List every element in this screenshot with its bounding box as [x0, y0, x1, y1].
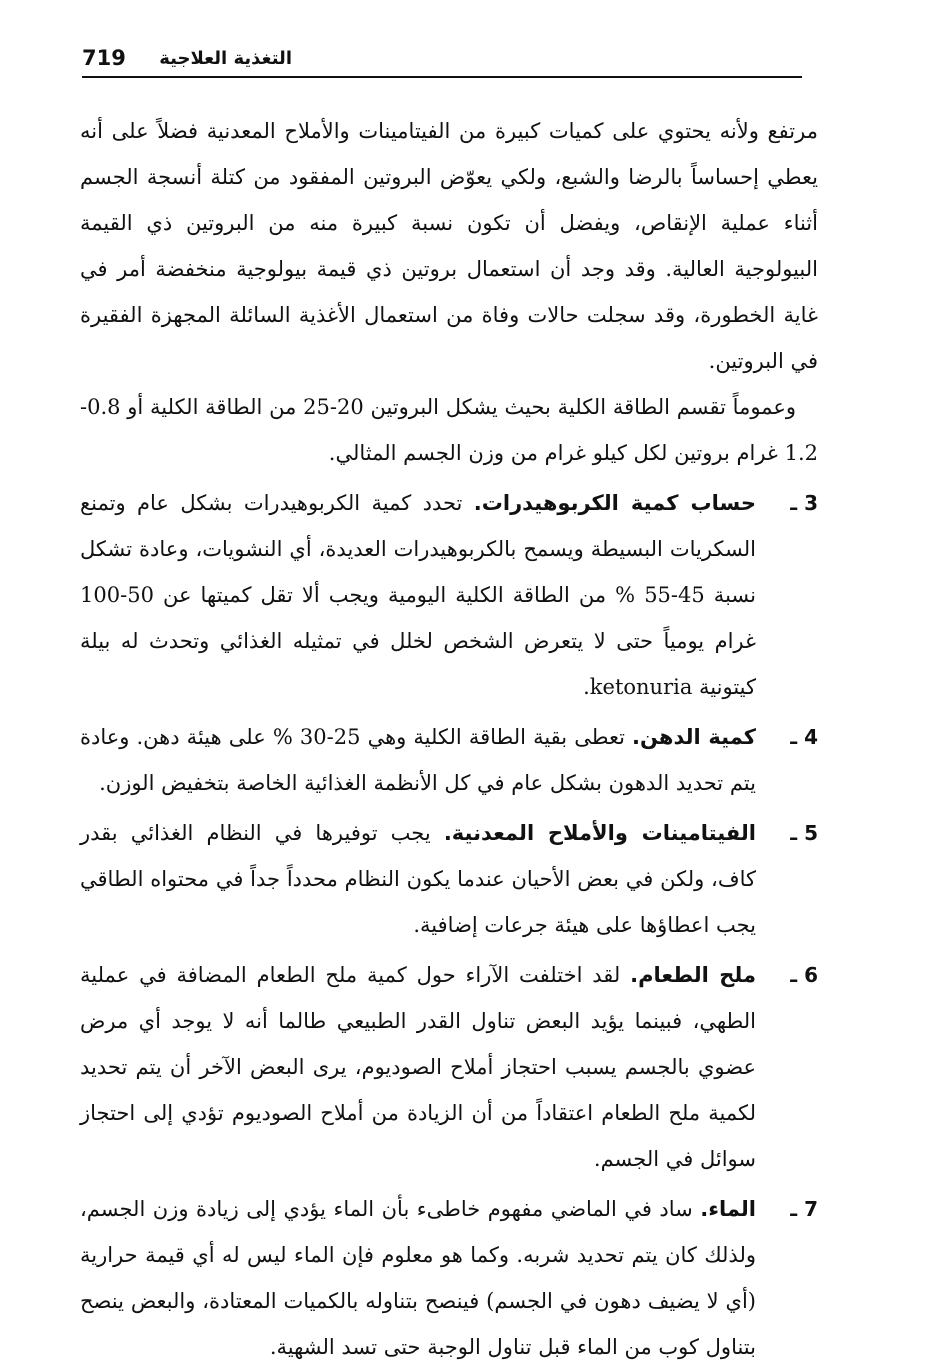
item-text: تعطى بقية الطاقة الكلية وهي 25-30 % على هيئة دهن. وعادة يتم تحديد الدهون بشكل عام في كل الأنظمة الغذائية الخاصة بتخفيض الوزن.	[80, 725, 756, 795]
item-number: 7 ـ	[790, 1197, 818, 1221]
list-item	[80, 810, 818, 948]
item-number: 4 ـ	[790, 725, 818, 749]
list-item	[80, 1186, 818, 1370]
paragraph: مرتفع ولأنه يحتوي على كميات كبيرة من الفيتامينات والأملاح المعدنية فضلاً على أنه يعطي إحساساً بالرضا والشبع، ولكي يعوّض البروتين المفقود من كتلة أنسجة الجسم أثناء عملية الإنقاص، ويفضل أن تكون نسبة كبيرة منه من البروتين ذي القيمة البيولوجية العالية. وقد وجد أن استعمال بروتين ذي قيمة بيولوجية منخفضة أمر في غاية الخطورة، وقد سجلت حالات وفاة من استعمال الأغذية السائلة المجهزة الفقيرة في البروتين.	[80, 119, 818, 373]
page-header	[82, 42, 292, 74]
body-text	[80, 108, 818, 1370]
list-item	[80, 480, 818, 710]
item-paragraph	[80, 1186, 756, 1370]
item-heading: كمية الدهن.	[632, 725, 757, 749]
item-number: 6 ـ	[790, 963, 818, 987]
item-heading: ملح الطعام.	[630, 963, 756, 987]
item-text: لقد اختلفت الآراء حول كمية ملح الطعام المضافة في عملية الطهي، فبينما يؤيد البعض تناول القدر الطبيعي طالما أنه لا يوجد أي مرض عضوي بالجسم يسبب احتجاز أملاح الصوديوم، يرى البعض الآخر أن يتم تحديد لكمية ملح الطعام اعتقاداً من أن الزيادة من أملاح الصوديوم تؤدي إلى احتجاز سوائل في الجسم.	[80, 963, 756, 1171]
item-heading: الماء.	[700, 1197, 756, 1221]
list-item	[80, 714, 818, 806]
item-text: تحدد كمية الكربوهيدرات بشكل عام وتمنع السكريات البسيطة ويسمح بالكربوهيدرات العديدة، أي النشويات، وعادة تشكل نسبة 45-55 % من الطاقة الكلية اليومية ويجب ألا تقل كميتها عن 50-100 غرام يومياً حتى لا يتعرض الشخص لخلل في تمثيله الغذائي وتحدث له بيلة كيتونية ketonuria.	[80, 491, 756, 699]
item-paragraph	[80, 952, 756, 1182]
item-paragraph	[80, 714, 756, 806]
item-text: ساد في الماضي مفهوم خاطىء بأن الماء يؤدي إلى زيادة وزن الجسم، ولذلك كان يتم تحديد شربه. وكما هو معلوم فإن الماء ليس له أي قيمة حرارية (أي لا يضيف دهون في الجسم) فينصح بتناوله بالكميات المعتادة، والبعض ينصح بتناول كوب من الماء قبل تناول الوجبة حتى تسد الشهية.	[80, 1197, 756, 1359]
item-number: 5 ـ	[790, 821, 818, 845]
item-text: يجب توفيرها في النظام الغذائي بقدر كاف، ولكن في بعض الأحيان عندما يكون النظام محدداً جداً في محتواه الطاقي يجب اعطاؤها على هيئة جرعات إضافية.	[80, 821, 756, 937]
item-number: 3 ـ	[790, 491, 818, 515]
running-title: التغذية العلاجية	[159, 47, 292, 69]
item-paragraph	[80, 810, 756, 948]
page-number: 719	[82, 46, 126, 70]
paragraph: وعموماً تقسم الطاقة الكلية بحيث يشكل البروتين 20-25 من الطاقة الكلية أو 0.8-1.2 غرام بروتين لكل كيلو غرام من وزن الجسم المثالي.	[80, 395, 818, 465]
header-rule	[82, 76, 802, 78]
item-heading: حساب كمية الكربوهيدرات.	[473, 491, 756, 515]
item-paragraph	[80, 480, 756, 710]
list-item	[80, 952, 818, 1182]
item-heading: الفيتامينات والأملاح المعدنية.	[443, 821, 756, 845]
